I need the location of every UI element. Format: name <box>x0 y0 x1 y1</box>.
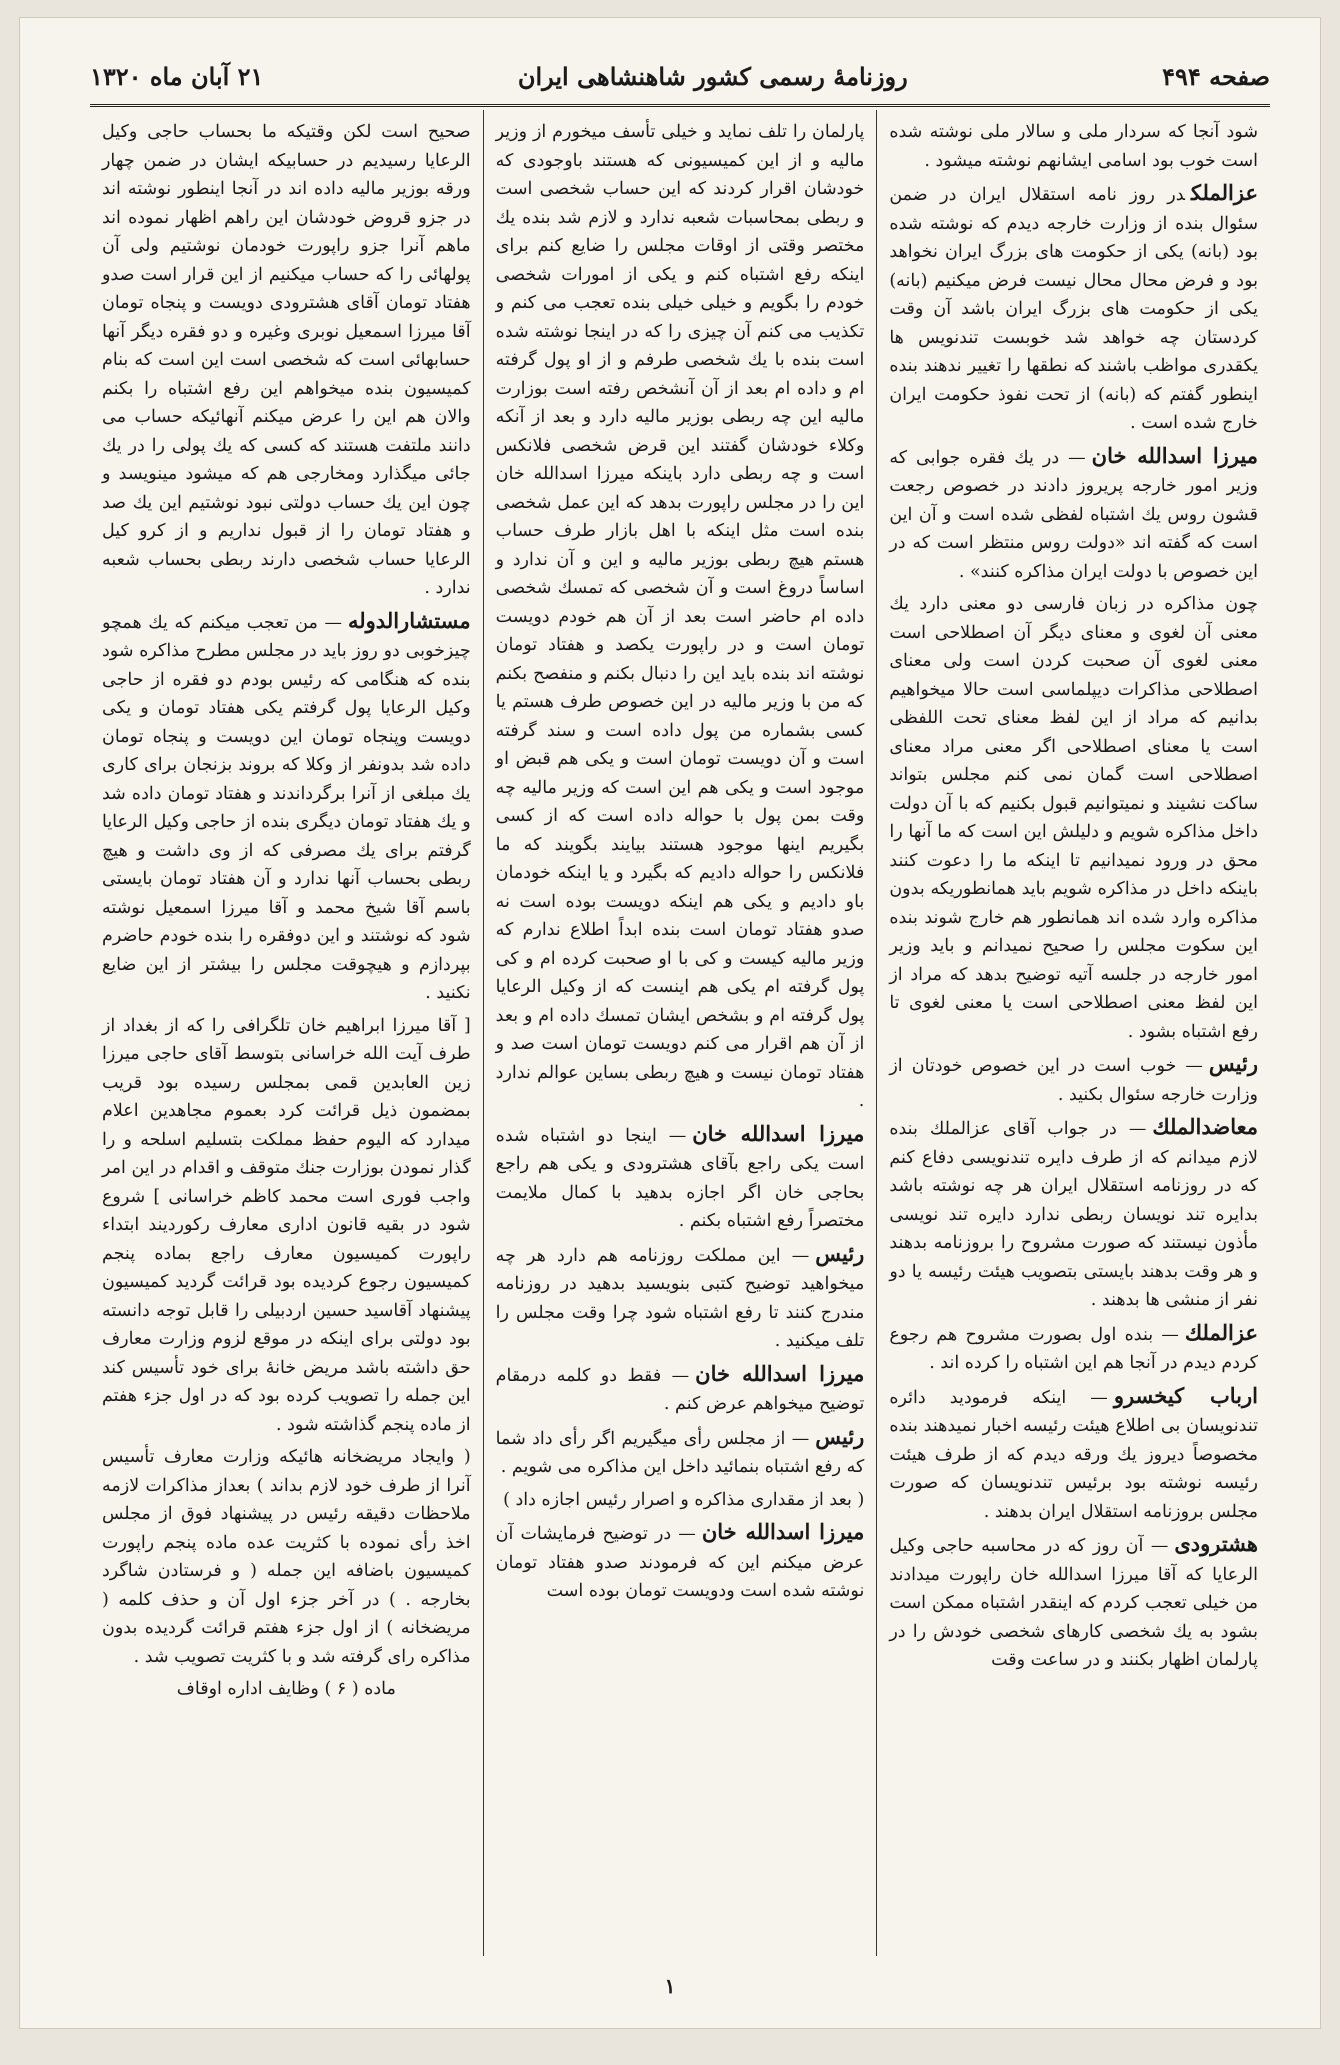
speech-text: — در یك فقره جوابی که وزیر امور خارجه پریروز دادند در خصوص رجعت قشون روس یك اشتباه لفظی شده است و آن این است که گفته اند «دولت روس منتظر است که در این خصوص با دولت ایران مذاکره کنند» . <box>889 447 1258 582</box>
speech-text: — از مجلس رأی میگیریم اگر رأی داد شما که رفع اشتباه بنمائید داخل این مذاکره می شویم . <box>495 1428 865 1477</box>
speech <box>889 442 1258 587</box>
speaker-name: رئیس <box>1208 1051 1258 1076</box>
speech <box>496 1360 865 1419</box>
footer-page-number: ۱ <box>664 1974 676 1998</box>
speech <box>496 1240 865 1356</box>
speaker-name: میرزا اسدالله خان <box>695 1360 865 1386</box>
speech <box>889 1382 1258 1527</box>
speech <box>496 1423 865 1482</box>
speech <box>889 1530 1258 1675</box>
speaker-name: عزالملك <box>1190 180 1258 205</box>
issue-date: ۲۱ آبان ماه ۱۳۲۰ <box>90 61 264 91</box>
speech-text: — فقط دو کلمه درمقام توضیح میخواهم عرض کنم . <box>495 1365 865 1414</box>
speech <box>889 1319 1258 1378</box>
speech-text: — در توضیح فرمایشات آن عرض میکنم این که فرمودند صدو هفتاد تومان نوشته شده است ودویست تومان بوده است <box>495 1524 865 1601</box>
paragraph: شود آنجا که سردار ملی و سالار ملی نوشته شده است خوب بود اسامی ایشانهم نوشته میشود . <box>889 122 1258 171</box>
text-columns <box>90 110 1270 1956</box>
article-heading: ماده ( ۶ ) وظایف اداره اوقاف <box>176 1679 396 1699</box>
speaker-name: میرزا اسدالله خان <box>1091 442 1258 468</box>
paragraph: صحیح است لکن وقتیکه ما بحساب حاجی وکیل الرعایا رسیدیم در حسابیکه ایشان در ضمن چهار ورقه بوزیر مالیه داده اند در آنجا اینطور نوشته اند در جزو قروض خودشان این راهم اظهار نموده اند ماهم آنرا جزو راپورت خودمان نوشتیم ولی آن پولهائی را که حساب میکنیم از این قرار است صدو هفتاد تومان آقای هشترودی دویست و پنجاه تومان آقا میرزا اسمعیل نوبری وغیره و دو فقره دیگر آنها حسابهائی است که شخصی است این است که بنام کمیسیون بنده میخواهم این رفع اشتباه را بکنم والان هم این را عرض میکنم آنهائیکه حساب می دانند ملتفت هستند که کسی که یك پولی را در یك جائی میگذارد ومخارجی هم که میشود مینویسد و چون این یك حساب دولتی نبود نوشتیم این یك صد و هفتاد تومان را از قبول نداریم و از کرو کیل الرعایا حساب شخصی دارند ربطی بحساب شعبه ندارد . <box>101 122 471 598</box>
column-left <box>90 110 484 1956</box>
speech-text: — این مملکت روزنامه هم دارد هر چه میخواهید توضیح کتبی بنویسید بدهید در روزنامه مندرج کنند تا رفع اشتباه شود چرا وقت مجلس را تلف میکنید . <box>495 1245 865 1351</box>
speaker-name: رئیس <box>815 1423 865 1449</box>
speech-text: — اینجا دو اشتباه شده است یکی راجع بآقای هشترودی و یکی هم راجع بحاجی خان اگر اجازه بدهید با کمال ملایمت مختصراً رفع اشتباه بکنم . <box>495 1125 865 1231</box>
speaker-name: مستشارالدوله <box>348 607 471 633</box>
speech-text: — بنده اول بصورت مشروح هم رجوع کردم دیدم در آنجا هم این اشتباه را کرده اند . <box>889 1324 1258 1373</box>
newspaper-title: روزنامهٔ رسمی کشور شاهنشاهی ایران <box>517 61 908 91</box>
speech <box>496 1518 865 1606</box>
speaker-name: ارباب کیخسرو <box>1113 1382 1258 1408</box>
speaker-name: میرزا اسدالله خان <box>692 1120 865 1146</box>
paragraph: [ آقا میرزا ابراهیم خان تلگرافی را که از بغداد از طرف آیت الله خراسانی بتوسط آقای حاجی میرزا زین العابدین قمی بمجلس رسیده بود قریب بمضمون ذیل قرائت کرد بعموم مجاهدین اعلام میدارد که الیوم حفظ مملکت بتسلیم اسلحه و را گذار نمودن بوزارت جنك متوقف و اقدام در این امر واجب فوری است محمد کاظم خراسانی ] شروع شود در بقیه قانون اداری معارف رکوردیند ابتداء راپورت کمیسیون معارف راجع بماده پنجم کمیسیون رجوع کردیده بود قرائت گردید کمیسیون پیشنهاد آقاسید حسین اردبیلی را قابل توجه دانسته بود دولتی برای اینکه در موقع لزوم وزارت معارف حق داشته باشد مریض خانهٔ برای خود تأسیس کند این جمله را تصویب کرده بود که در اول جزء هفتم از ماده پنجم گذاشته شود . <box>101 1015 471 1435</box>
speaker-name: میرزا اسدالله خان <box>701 1519 865 1544</box>
speech <box>889 179 1258 438</box>
speaker-name: عزالملك <box>1184 1319 1258 1345</box>
speech <box>496 1120 865 1236</box>
speech-text: — خوب است در این خصوص خودتان از وزارت خارجه سئوال بکنید . <box>889 1056 1258 1105</box>
speech <box>889 1050 1258 1109</box>
column-middle <box>484 110 878 1956</box>
stage-note: ( بعد از مقداری مذاکره و اصرار رئیس اجازه داد ) <box>503 1489 865 1510</box>
page-header <box>90 48 1270 107</box>
page-label: صفحه ۴۹۴ <box>1162 61 1270 91</box>
paragraph: چون مذاکره در زبان فارسی دو معنی دارد یك معنی آن لغوی و معنای دیگر آن اصطلاحی است معنی لغوی آن صحبت کردن است ولی معنای اصطلاحی مذاکرات دیپلماسی است حالا میخواهیم بدانیم که مراد از این لفظ معنای تحت اللفظی است یا معنای اصطلاحی اگر معنی مراد معنای اصطلاحی است گمان نمی کنم مجلس بتواند ساکت نشیند و نمیتوانیم قبول بکنیم که با آن دولت داخل مذاکره شویم و دلیلش این است که ما آنها را محق در ورود نمیدانیم تا اینکه ما را دعوت کنند باینکه داخل در مذاکره شویم باید همانطوریکه بدون مذاکره وارد شده اند همانطور هم خارج شوند بنده این سکوت مجلس را صحیح نمیدانم و باید وزیر امور خارجه در جلسه آتیه توضیح بدهد که مراد از این لفظ معنی اصطلاحی است یا معنی لغوی تا رفع اشتباه بشود . <box>889 594 1258 1042</box>
speaker-name: هشترودی <box>1174 1531 1258 1556</box>
speaker-name: رئیس <box>815 1240 865 1266</box>
paragraph: پارلمان را تلف نماید و خیلی تأسف میخورم از وزیر مالیه و از این کمیسیونی که هستند باوجودی که خودشان اقرار کردند که این حساب شخصی است و ربطی بمحاسبات شعبه ندارد و لازم شد بنده یك مختصر وقتی از اوقات مجلس را ضایع کنم برای اینکه رفع اشتباه کنم و یکی از امورات شخصی خودم را بگویم و خیلی خیلی بنده تعجب می کنم و تکذیب می کنم آن چیزی را که در اینجا نوشته شده است بنده با یك شخصی طرفم و از او پول گرفته ام و داده ام بعد از آن آنشخص رفته است بوزارت مالیه این چه ربطی بوزیر مالیه دارد و بعد از آنکه وکلاء خودشان گفتند این قرض شخصی فلانکس است و چه ربطی دارد باینکه میرزا اسدالله خان این را در مجلس راپورت بدهد که این عمل شخصی بنده است مثل اینکه با اهل بازار طرف حساب هستم هیچ ربطی بوزیر مالیه و این و آن ندارد و اساساً دروغ است و آن شخصی که تمسك شخصی داده ام حاضر است بعد از آن هم خودم دویست تومان است و در راپورت یکصد و هفتاد تومان نوشته اند بنده باید این را دنبال بکنم و منفصح بکنم که من با وزیر مالیه در این خصوص طرف هستم یا کسی بشماره من پول داده است و سند گرفته است و آن دویست تومان است و یکی هم قبض او موجود است و یکی هم این است که وزیر مالیه چه وقت بمن پول با حواله داده است که از کسی بگیریم اینها موجود هستند بیایند بگویند که ما فلانکس را حواله دادیم که بگیرد و یا اینکه خودمان باو دادیم و یکی هم اینکه دویست بوده است نه صدو هفتاد تومان است بنده ابداً اطلاع ندارم که وزیر مالیه کیست و کی با او صحبت کرده ام و کی پول گرفته ام یکی هم اینست که از وکیل الرعایا پول گرفته ام و بشخص ایشان تمسك داده ام و بعد از آن هم اقرار می کنم دویست تومان است صد و هفتاد تومان نیست و هیچ ربطی بساین عوالم ندارد . <box>495 122 865 1111</box>
speech-text: در روز نامه استقلال ایران در ضمن سئوال بنده از وزارت خارجه دیدم که نوشته شده بود (بانه) یکی از حکومت های بزرگ ایران نخواهد بود و فرض محال محال نیست فرض میکنیم (بانه) یکی از حکومت های بزرگ ایران باشد آن وقت کردستان چه خواهد شد خوبست تندنویس ها یکقدری مواظب باشند که نطقها را تغییر ندهند بنده اینطور گفتم که (بانه) از تحت نفوذ حکومت ایران خارج شده است . <box>889 185 1258 433</box>
paragraph: ( وایجاد مریضخانه هائیکه وزارت معارف تأسیس آنرا از طرف خود لازم بداند ) بعداز مذاکرات لازمه ملاحظات دقیقه رئیس در پیشنهاد فوق از مجلس اخذ رأی نموده با کثریت عده ماده پنجم راپورت کمیسیون باضافه این جمله ( و فرستادن شاگرد بخارجه . ) در آخر جزء اول آن و حذف کلمه ( مریضخانه ) از اول جزء هفتم قرائت گردیده بدون مذاکره رای گرفته شد و با کثریت تصویب شد . <box>101 1447 471 1667</box>
speech <box>102 607 471 1008</box>
speech-text: — آن روز که در محاسبه حاجی وکیل الرعایا که آقا میرزا اسدالله خان راپورت میدادند من خیلی تعجب کردم که اینقدر اشتباه ممکن است بشود به یك شخصی کارهای شخصی خودش را در پارلمان اظهار بکنند و در ساعت وقت <box>889 1536 1258 1670</box>
newspaper-page <box>20 18 1320 2028</box>
speech <box>889 1113 1258 1315</box>
column-right <box>877 110 1270 1956</box>
speech-text: — در جواب آقای عزالملك بنده لازم میدانم که از طرف دایره تندنویسی دفاع کنم که در روزنامه استقلال ایران هر چه نوشته باشد بدایره تند نویسان ربطی ندارد دایره تند نویسی مأذون نیستند که صورت مشروح را بروزنامه بدهند و هر وقت بدهند بایستی بتصویب هیئت رئیسه یا دو نفر از منشی ها بدهند . <box>889 1119 1258 1310</box>
speech-text: — اینکه فرمودید دائره تندنویسان بی اطلاع هیئت رئیسه اخبار نمیدهند بنده مخصوصاً دیروز یك ورقه دیدم که از طرف هیئت رئیسه نوشته بود برئیس تندنویسان که صورت مجلس بروزنامه استقلال ایران بدهند . <box>889 1387 1259 1522</box>
page-footer <box>20 1974 1320 1998</box>
speech-text: — من تعجب میکنم که یك همچو چیزخوبی دو روز باید در مجلس مطرح مذاکره شود بنده که هنگامی که رئیس بودم دو فقره از حاجی وکیل الرعایا پول گرفتم یکی هفتاد تومان و یکی دویست وپنجاه تومان این دویست و پنجاه تومان داده شد بدونفر از وکلا که بروند بزنجان برای کاری یك مبلغی از آنرا برگرداندند و هفتاد تومان داده شد و یك هفتاد تومان دیگری بنده از حاجی وکیل الرعایا گرفتم برای یك مصرفی که از وی داشت و هیچ ربطی بحساب آنها ندارد و آن هفتاد تومان بایستی باسم آقا شیخ محمد و آقا میرزا اسمعیل نوشته شود که نوشتند و این دوفقره را بنده خودم حاضرم بپردازم و هیچوقت مجلس را بیشتر از این ضایع نکنید . <box>101 612 471 1003</box>
speaker-name: معاضدالملك <box>1152 1114 1258 1139</box>
